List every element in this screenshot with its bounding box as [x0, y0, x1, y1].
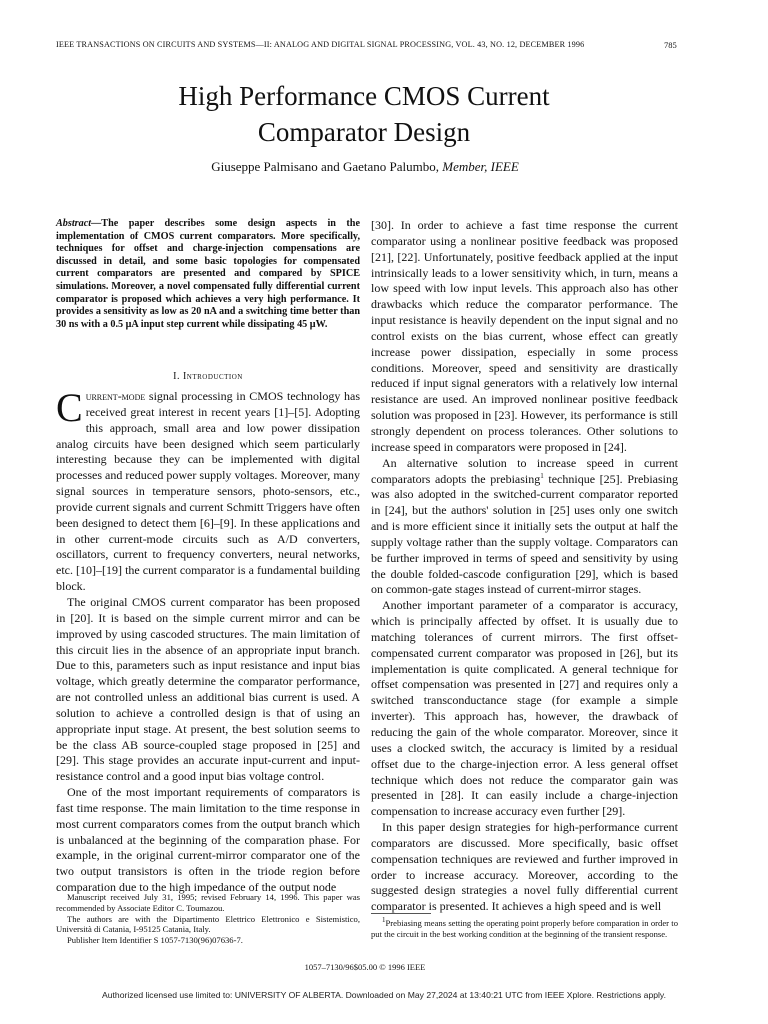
- abstract-text: The paper describes some design aspects in the implementation of CMOS current comparators. More specifically, techniques for offset and charge-injection compensations are discussed in detail, and some basic topologies for compensated current comparators are presented and compared by SPICE simulations. Moreover, a novel compensated fully differential current comparator is proposed which achieves a very high performance. It provides a sensitivity as low as 20 nA and a switching time better than 30 ns with a 0.5 μA input step current while dissipating 45 μW.: [56, 218, 360, 330]
- copyright-line: 1057–7130/96$05.00 © 1996 IEEE: [304, 962, 426, 972]
- footnote-body: Prebiasing means setting the operating point properly before comparation in order to put the circuit in the best working condition at the beginning of the transient response.: [371, 918, 678, 939]
- author-membership: Member, IEEE: [442, 159, 519, 174]
- right-paragraph-1: [30]. In order to achieve a fast time response the current comparator using a nonlinear positive feedback was proposed [21], [22]. Unfortunately, positive feedback applied at the input intrinsically leads to a lower sensitivity which, in turn, means a low speed with low input levels. This approach also has other drawbacks which reduce the comparator performance. The input resistance is heavily dependent on the input signal and no control exists on the bias current, whose effect can greatly increase power dissipation, especially in some process conditions. Moreover, speed and sensitivity are drastically reduced if input signal generators with a relatively low internal resistance are used. An improved nonlinear positive feedback solution was proposed in [23]. However, its performance is still strongly dependent on process tolerances. Other solutions to increase speed in comparators were proposed in [24].: [371, 218, 678, 454]
- right-paragraph-4: In this paper design strategies for high-performance current comparators are discussed. More specifically, basic offset compensation techniques are reviewed and further improved in order to increase accuracy. Moreover, according to the suggested design strategies a novel fully differential current comparator is presented. It achieves a high speed and is well: [371, 820, 678, 914]
- footnote-identifier: Publisher Item Identifier S 1057-7130(96)07636-7.: [67, 935, 243, 946]
- footnote-affiliation: The authors are with the Dipartimento Elettrico Elettronico e Sistemistico, Università di Catania, I-95125 Catania, Italy.: [56, 913, 360, 935]
- page-number: 785: [664, 40, 677, 50]
- abstract-label: Abstract—: [56, 218, 102, 229]
- intro-p1-text: signal processing in CMOS technology has received great interest in recent years [1]–[5]. Adopting this approach, small area and low power dissipation analog circuits have been designed which seem particularly interesting because they can be implemented with digital processes and reduced power supply voltages. Moreover, many signal sources in temperature sensors, photo-sensors, etc., provide current signals and current Schmitt Triggers have often been designed to detect them [6]–[9]. In these applications and in other current-mode circuits such as A/D converters, oscillators, current to frequency converters, neural networks, etc. [10]–[19] the current comparator is a fundamental building block.: [56, 389, 360, 594]
- section-title: Introduction: [182, 371, 243, 382]
- footnote-number: 1: [382, 916, 386, 925]
- manuscript-footnote: [56, 892, 360, 946]
- intro-paragraph-2: The original CMOS current comparator has been proposed in [20]. It is based on the simple current mirror and can be improved by using cascoded structures. The main limitation of this circuit lies in the absence of an appropriate input branch. Due to this, parameters such as input resistance and input bias voltage, which greatly determine the comparator performance, are not controlled unless an additional bias current is used. A solution to achieve a controlled design is that of using an appropriate input stage. At present, the best solution seems to be the class AB source-coupled stage proposed in [25] and [29]. This stage provides an accurate input-current and input-resistance control and a good input bias voltage control.: [56, 594, 360, 784]
- section-number: I.: [173, 371, 180, 382]
- drop-cap: C: [56, 385, 83, 430]
- footnote-received: Manuscript received July 31, 1995; revised February 14, 1996. This paper was recommended by Associate Editor C. Toumazou.: [56, 892, 360, 913]
- author-line: [0, 159, 730, 175]
- intro-first-word: urrent-mode: [85, 389, 146, 403]
- prebiasing-footnote-text: [371, 918, 678, 940]
- author-names: Giuseppe Palmisano and Gaetano Palumbo,: [211, 159, 440, 174]
- footnote-marker: 1: [540, 471, 544, 480]
- prebiasing-footnote: [371, 914, 678, 940]
- journal-header: IEEE TRANSACTIONS ON CIRCUITS AND SYSTEMS—II: ANALOG AND DIGITAL SIGNAL PROCESSING, VOL. 43, NO. 12, DECEMBER 1996: [56, 40, 585, 49]
- right-column-body: [371, 218, 678, 915]
- right-paragraph-2: [371, 456, 678, 599]
- license-footer: Authorized licensed use limited to: UNIVERSITY OF ALBERTA. Downloaded on May 27,2024 at 13:40:21 UTC from IEEE Xplore. Restrictions apply.: [102, 990, 666, 1000]
- right-p2-part-b: technique [25]. Prebiasing was also adopted in the switched-current comparator reported in [24], but the authors' solution in [25] uses only one switch and is more efficient since it initially sets the output at half the supply voltage rather than the supply voltage. Comparators can be further improved in terms of speed and sensitivity by using the double folded-cascode configuration [29], which is based on common-gate stages instead of current-mirror stages.: [371, 471, 678, 597]
- section-heading-introduction: [56, 371, 360, 382]
- right-paragraph-3: Another important parameter of a comparator is accuracy, which is principally affected by offset. It is usually due to matching tolerances of current mirrors. The first offset-compensated current comparator was proposed in [26], but its implementation is quite complicated. A general technique for offset compensation was presented in [27] and requires only a switched transconductance stage (for example a simple inverter). This approach has, however, the drawback of reducing the gain of the whole comparator. Moreover, since it uses a clocked switch, the accuracy is limited by a residual offset due to the charge-injection error. A less general offset technique which does not reduce the comparator gain was presented in [28]. It can easily include a charge-injection compensation to increase accuracy even further [29].: [371, 598, 678, 819]
- abstract: [56, 218, 360, 331]
- title-line-1: High Performance CMOS Current: [178, 81, 550, 111]
- title-line-2: Comparator Design: [257, 117, 471, 147]
- intro-paragraph-3: One of the most important requirements of comparators is fast time response. The main limitation to the time response in most current comparators comes from the output branch which is unbalanced at the beginning of the comparation phase. For example, in the original current-mirror comparator one of the two output transistors is often in the triode region before comparation due to the high impedance of the output node: [56, 785, 360, 895]
- introduction-body: [56, 385, 360, 896]
- right-p2-part-a: An alternative solution to increase speed in current comparators adopts the prebiasing: [371, 455, 678, 486]
- intro-paragraph-1: [56, 385, 360, 595]
- paper-title: [0, 78, 728, 150]
